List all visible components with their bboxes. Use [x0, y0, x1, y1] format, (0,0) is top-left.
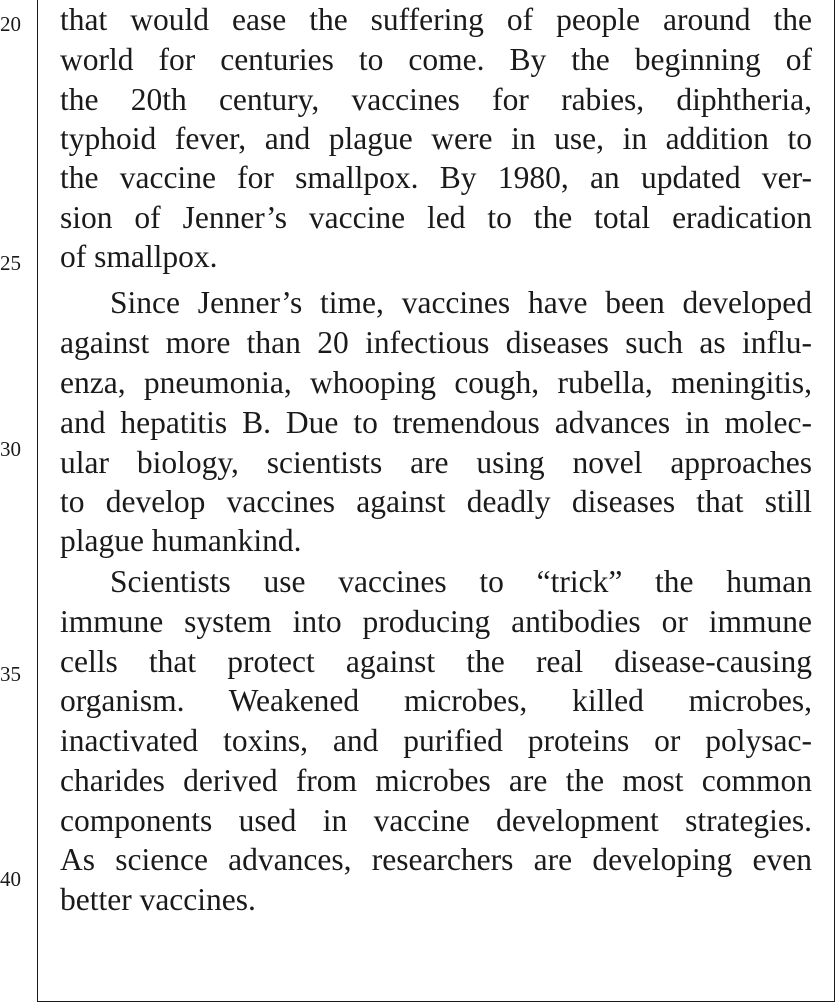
passage-line: immune system into producing antibodies or immune — [60, 604, 812, 639]
line-number-35: 35 — [0, 662, 21, 686]
passage-line: inactivated toxins, and purified proteins or polysac- — [60, 723, 812, 758]
passage-line: against more than 20 infectious diseases such as influ- — [60, 325, 812, 360]
passage-line: sion of Jenner’s vaccine led to the total eradication — [60, 200, 812, 235]
passage-line: components used in vaccine development strategies. — [60, 803, 812, 838]
passage-line: and hepatitis B. Due to tremendous advances in molec- — [60, 405, 812, 440]
passage-line: As science advances, researchers are developing even — [60, 842, 812, 877]
passage-line: organism. Weakened microbes, killed microbes, — [60, 683, 812, 718]
line-number-30: 30 — [0, 437, 21, 461]
passage-line: world for centuries to come. By the beginning of — [60, 42, 812, 77]
line-number-20: 20 — [0, 12, 21, 36]
passage-line: Since Jenner’s time, vaccines have been developed — [110, 285, 812, 320]
passage-line: plague humankind. — [60, 523, 302, 558]
passage-line: typhoid fever, and plague were in use, in addition to — [60, 121, 812, 156]
passage-line: that would ease the suffering of people around the — [60, 2, 812, 37]
line-number-40: 40 — [0, 867, 21, 891]
passage-line: ular biology, scientists are using novel approaches — [60, 445, 812, 480]
passage-line: cells that protect against the real disease-causing — [60, 644, 812, 679]
passage-line: the vaccine for smallpox. By 1980, an updated ver- — [60, 160, 812, 195]
passage-line: of smallpox. — [60, 239, 218, 274]
line-number-25: 25 — [0, 251, 21, 275]
passage-line: better vaccines. — [60, 882, 256, 917]
line-number-column — [0, 0, 36, 1005]
passage-line: charides derived from microbes are the most common — [60, 763, 812, 798]
passage-line: enza, pneumonia, whooping cough, rubella, meningitis, — [60, 365, 812, 400]
passage-line: the 20th century, vaccines for rabies, diphtheria, — [60, 82, 812, 117]
passage-line: Scientists use vaccines to “trick” the human — [110, 564, 812, 599]
passage-line: to develop vaccines against deadly diseases that still — [60, 484, 812, 519]
